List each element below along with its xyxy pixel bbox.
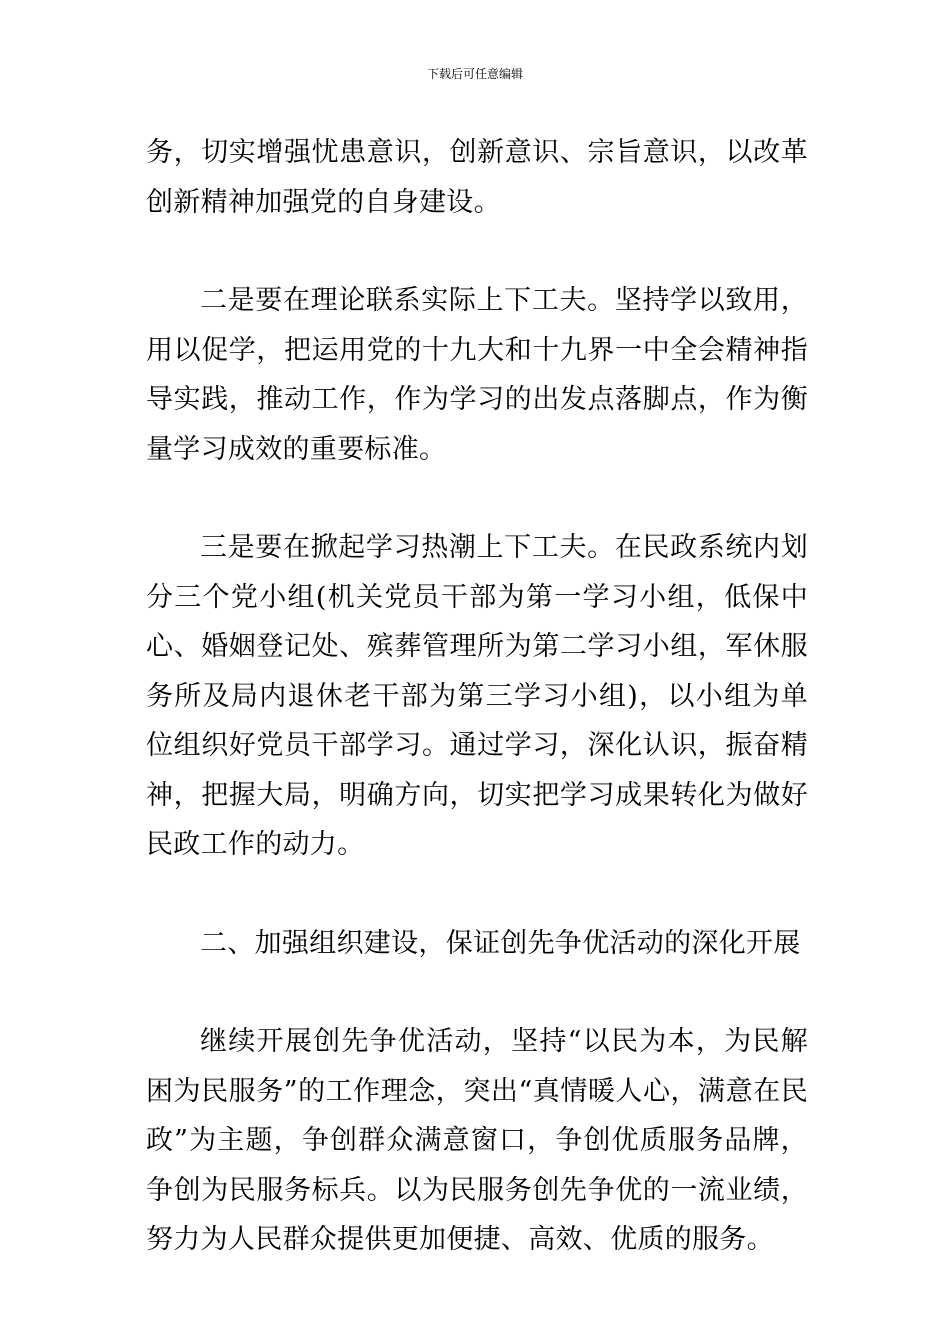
section-heading: 二、加强组织建设，保证创先争优活动的深化开展 xyxy=(200,927,801,959)
paragraph-4: 继续开展创先争优活动，坚持“以民为本，为民解困为民服务”的工作理念，突出“真情暖人心，满意在民政”为主题，争创群众满意窗口，争创优质服务品牌，争创为民服务标兵。以为民服务创先争优的一流业绩，努力为人民群众提供更加便捷、高效、优质的服务。 xyxy=(146,1026,808,1255)
paragraph-1: 务，切实增强忧患意识，创新意识、宗旨意识，以改革创新精神加强党的自身建设。 xyxy=(146,137,808,218)
paragraph-2: 二是要在理论联系实际上下工夫。坚持学以致用，用以促学，把运用党的十九大和十九界一中全会精神指导实践，推动工作，作为学习的出发点落脚点，作为衡量学习成效的重要标准。 xyxy=(146,285,808,465)
paragraph-3: 三是要在掀起学习热潮上下工夫。在民政系统内划分三个党小组(机关党员干部为第一学习小组，低保中心、婚姻登记处、殡葬管理所为第二学习小组，军休服务所及局内退休老干部为第三学习小组)，以小组为单位组织好党员干部学习。通过学习，深化认识，振奋精神，把握大局，明确方向，切实把学习成果转化为做好民政工作的动力。 xyxy=(146,532,808,860)
document-body xyxy=(146,128,808,1265)
page-header-note: 下载后可任意编辑 xyxy=(426,67,523,81)
